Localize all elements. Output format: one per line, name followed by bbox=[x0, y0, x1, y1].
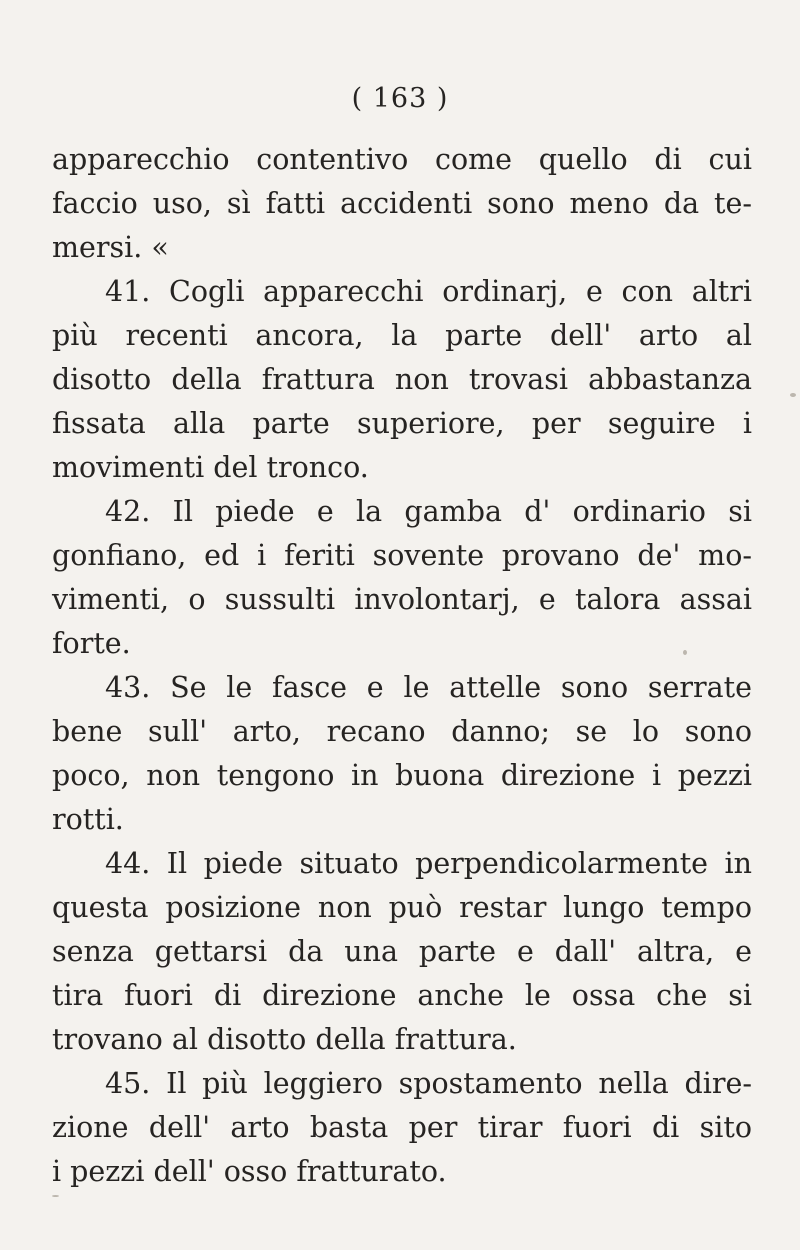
paper-speck bbox=[790, 393, 796, 397]
page-number: ( 163 ) bbox=[351, 83, 449, 114]
text-line: trovano al disotto della frattura. bbox=[52, 1023, 517, 1056]
text-line: apparecchio contentivo come quello di cui bbox=[52, 143, 752, 176]
text-line: mersi. « bbox=[52, 231, 169, 264]
text-line: gonfiano, ed i feriti sovente provano de' mo- bbox=[52, 539, 752, 572]
text-line: disotto della frattura non trovasi abbastanza bbox=[52, 363, 752, 396]
text-line: più recenti ancora, la parte dell' arto al bbox=[52, 319, 752, 352]
text-line: bene sull' arto, recano danno; se lo sono bbox=[52, 715, 752, 748]
text-line: faccio uso, sì fatti accidenti sono meno da te- bbox=[52, 187, 752, 220]
text-line: forte. bbox=[52, 627, 131, 660]
paragraph-45-line: 45. Il più leggiero spostamento nella dire- bbox=[105, 1067, 752, 1100]
text-line: senza gettarsi da una parte e dall' altra, e bbox=[52, 935, 752, 968]
text-line: zione dell' arto basta per tirar fuori di sito bbox=[52, 1111, 752, 1144]
paper-speck bbox=[52, 1195, 59, 1197]
text-line: vimenti, o sussulti involontarj, e talora assai bbox=[52, 583, 752, 616]
paper-speck bbox=[683, 650, 687, 655]
text-line: tira fuori di direzione anche le ossa che si bbox=[52, 979, 752, 1012]
paragraph-41-line: 41. Cogli apparecchi ordinarj, e con altri bbox=[105, 275, 752, 308]
paragraph-42-line: 42. Il piede e la gamba d' ordinario si bbox=[105, 495, 752, 528]
text-line: poco, non tengono in buona direzione i pezzi bbox=[52, 759, 752, 792]
text-line: rotti. bbox=[52, 803, 124, 836]
paragraph-44-line: 44. Il piede situato perpendicolarmente in bbox=[105, 847, 752, 880]
text-line: questa posizione non può restar lungo tempo bbox=[52, 891, 752, 924]
text-line: fissata alla parte superiore, per seguire i bbox=[52, 407, 752, 440]
text-line: i pezzi dell' osso fratturato. bbox=[52, 1155, 447, 1188]
text-line: movimenti del tronco. bbox=[52, 451, 369, 484]
paragraph-43-line: 43. Se le fasce e le attelle sono serrate bbox=[105, 671, 752, 704]
